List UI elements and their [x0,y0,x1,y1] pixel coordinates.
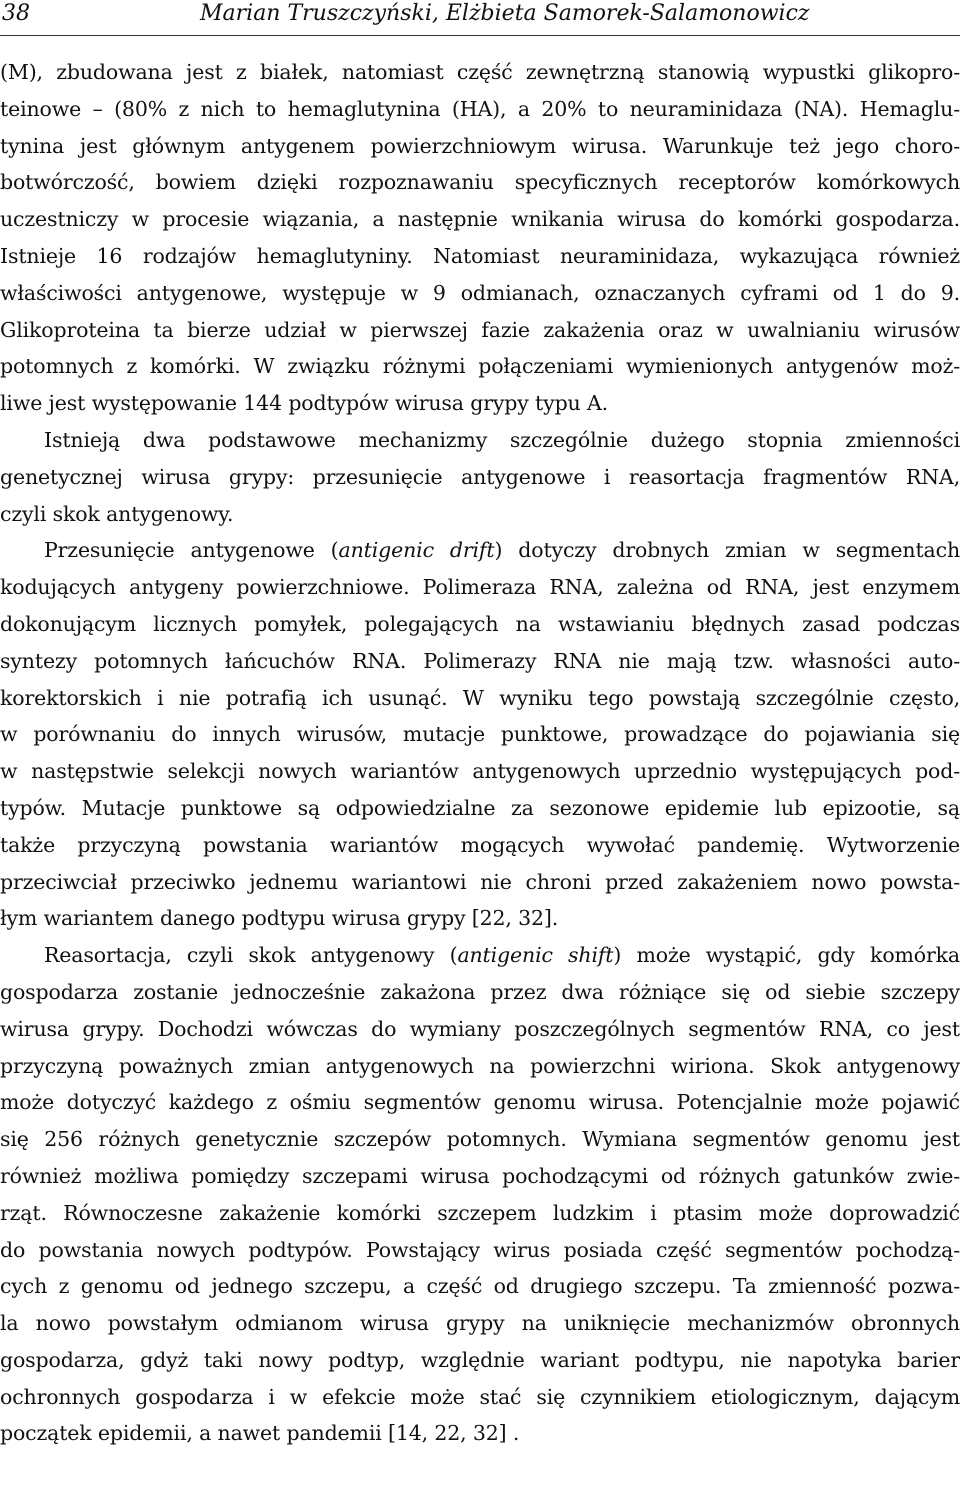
text-span: Przesunięcie antygenowe ( [44,538,339,563]
text-span: Reasortacja, czyli skok antygenowy ( [44,943,458,968]
text-line: w porównaniu do innych wirusów, mutacje punktowe, prowadzące do pojawiania się [0,722,960,747]
text-line: dokonującym licznych pomyłek, polegających na wstawianiu błędnych zasad podczas [0,611,960,636]
text-line: gospodarza, gdyż taki nowy podtyp, względnie wariant podtypu, nie napotyka barier [0,1347,960,1372]
text-line: w następstwie selekcji nowych wariantów antygenowych uprzednio występujących pod- [0,759,960,784]
text-line: również możliwa pomiędzy szczepami wirusa pochodzącymi od różnych gatunków zwie- [0,1163,960,1188]
text-line: rząt. Równoczesne zakażenie komórki szczepem ludzkim i ptasim może doprowadzić [0,1200,960,1225]
paragraph-2 [0,422,960,532]
text-line: Istnieją dwa podstawowe mechanizmy szczególnie dużego stopnia zmienności [44,427,960,452]
page-header [0,0,960,40]
text-line: syntezy potomnych łańcuchów RNA. Polimerazy RNA nie mają tzw. własności auto- [0,648,960,673]
term-antigenic-drift: antigenic drift [338,538,495,563]
text-line: wirusa grypy. Dochodzi wówczas do wymiany poszczególnych segmentów RNA, co jest [0,1016,960,1041]
text-line: la nowo powstałym odmianom wirusa grypy na uniknięcie mechanizmów obronnych [0,1311,960,1336]
text-line: cych z genomu od jednego szczepu, a część od drugiego szczepu. Ta zmienność pozwa- [0,1274,960,1299]
article-body [0,54,960,1452]
text-line: czyli skok antygenowy. [0,501,234,526]
text-line: Glikoproteina ta bierze udział w pierwszej fazie zakażenia oraz w uwalnianiu wirusów [0,317,960,342]
paragraph-antigenic-shift [0,937,960,1452]
text-line [0,937,960,974]
paragraph-1 [0,54,960,422]
text-line: korektorskich i nie potrafią ich usunąć. W wyniku tego powstają szczególnie często, [0,685,960,710]
text-line: kodujących antygeny powierzchniowe. Polimeraza RNA, zależna od RNA, jest enzymem [0,575,960,600]
text-line: uczestniczy w procesie wiązania, a następnie wnikania wirusa do komórki gospodarza. [0,207,960,232]
text-line: liwe jest występowanie 144 podtypów wirusa grypy typu A. [0,391,608,416]
header-rule [0,35,960,36]
text-line: (M), zbudowana jest z białek, natomiast część zewnętrzną stanowią wypustki glikopro- [0,60,960,84]
running-head-authors: Marian Truszczyński, Elżbieta Samorek-Salamonowicz [200,1,810,26]
text-line: łym wariantem danego podtypu wirusa grypy [22, 32]. [0,906,559,931]
text-line: może dotyczyć każdego z ośmiu segmentów genomu wirusa. Potencjalnie może pojawić [0,1090,960,1115]
text-line: gospodarza zostanie jednocześnie zakażona przez dwa różniące się od siebie szczepy [0,979,960,1004]
paragraph-antigenic-drift [0,532,960,937]
text-line: do powstania nowych podtypów. Powstający wirus posiada część segmentów pochodzą- [0,1237,960,1262]
text-line: się 256 różnych genetycznie szczepów potomnych. Wymiana segmentów genomu jest [0,1127,960,1152]
page-number: 38 [2,1,30,26]
text-line: teinowe – (80% z nich to hemaglutynina (HA), a 20% to neuraminidaza (NA). Hemaglu- [0,96,960,121]
text-line: botwórczość, bowiem dzięki rozpoznawaniu specyficznych receptorów komórkowych [0,170,960,195]
text-line: typów. Mutacje punktowe są odpowiedzialne za sezonowe epidemie lub epizootie, są [0,795,960,820]
term-antigenic-shift: antigenic shift [457,943,614,968]
text-line: genetycznej wirusa grypy: przesunięcie antygenowe i reasortacja fragmentów RNA, [0,464,960,489]
text-line: tynina jest głównym antygenem powierzchniowym wirusa. Warunkuje też jego choro- [0,133,960,158]
text-span: ) może wystąpić, gdy komórka [613,943,960,968]
text-span: ) dotyczy drobnych zmian w segmentach [494,538,960,563]
text-line: potomnych z komórki. W związku różnymi połączeniami wymienionych antygenów moż- [0,354,960,379]
text-line: właściwości antygenowe, występuje w 9 odmianach, oznaczanych cyframi od 1 do 9. [0,280,960,305]
text-line [0,532,960,569]
text-line: także przyczyną powstania wariantów mogących wywołać pandemię. Wytworzenie [0,832,960,857]
text-line: ochronnych gospodarza i w efekcie może stać się czynnikiem etiologicznym, dającym [0,1384,960,1409]
text-line: początek epidemii, a nawet pandemii [14, 22, 32] . [0,1421,520,1446]
text-line: przyczyną poważnych zmian antygenowych na powierzchni wiriona. Skok antygenowy [0,1053,960,1078]
text-line: przeciwciał przeciwko jednemu wariantowi nie chroni przed zakażeniem nowo powsta- [0,869,960,894]
text-line: Istnieje 16 rodzajów hemaglutyniny. Natomiast neuraminidaza, wykazująca również [0,243,960,268]
